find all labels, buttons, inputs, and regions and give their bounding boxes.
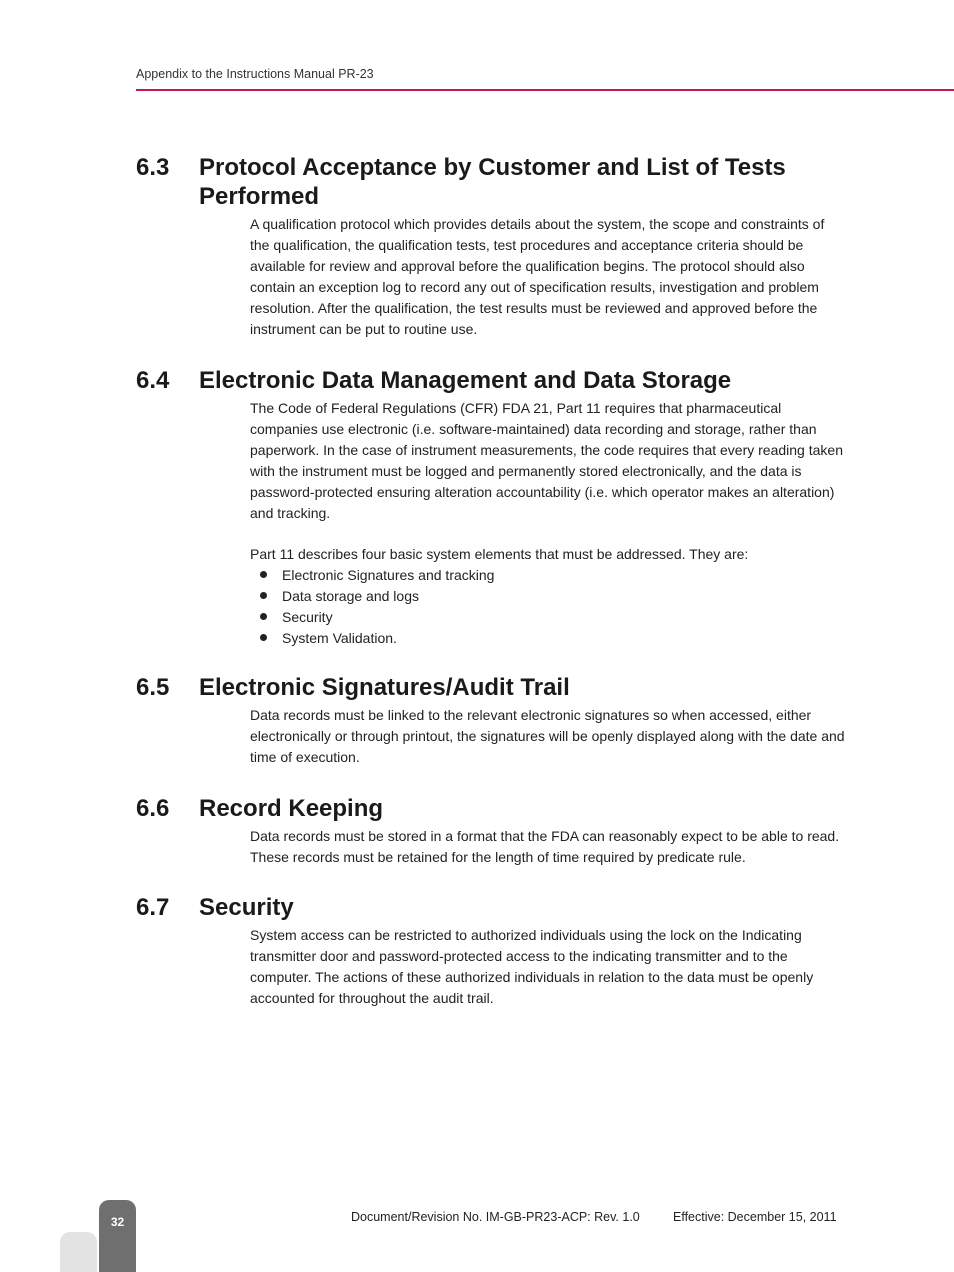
section-title: Electronic Signatures/Audit Trail bbox=[199, 674, 570, 701]
list-item: Security bbox=[250, 607, 846, 628]
section-heading bbox=[136, 794, 846, 823]
section-number: 6.6 bbox=[136, 795, 170, 822]
bullet-list bbox=[250, 565, 846, 649]
section-title: Protocol Acceptance by Customer and List of Tests Performed bbox=[199, 154, 786, 210]
section-body bbox=[250, 925, 846, 1009]
section-body bbox=[250, 705, 846, 768]
paragraph: Data records must be linked to the relevant electronic signatures so when accessed, either electronically or through printout, the signatures will be openly displayed along with the date and time of execution. bbox=[250, 707, 845, 765]
section-body bbox=[250, 826, 846, 868]
section-number: 6.4 bbox=[136, 367, 170, 394]
paragraph: Data records must be stored in a format that the FDA can reasonably expect to be able to read. These records must be retained for the length of time required by predicate rule. bbox=[250, 828, 840, 865]
section-number: 6.3 bbox=[136, 154, 170, 181]
paragraph: Part 11 describes four basic system elements that must be addressed. They are: bbox=[250, 546, 749, 563]
running-header: Appendix to the Instructions Manual PR-23 bbox=[136, 67, 374, 81]
section-6-6 bbox=[136, 794, 846, 868]
section-title: Record Keeping bbox=[199, 795, 384, 822]
section-heading bbox=[136, 366, 846, 395]
paragraph: A qualification protocol which provides details about the system, the scope and constraints of the qualification, the qualification tests, test procedures and acceptance criteria should be available for review and approval before the qualification begins. The protocol should also contain an exception log to record any out of specification results, investigation and problem resolution. After the qualification, the test results must be reviewed and approved before the instrument can be put to routine use. bbox=[250, 216, 825, 337]
section-title: Security bbox=[199, 894, 294, 921]
section-6-4 bbox=[136, 366, 846, 649]
paragraph: The Code of Federal Regulations (CFR) FDA 21, Part 11 requires that pharmaceutical companies use electronic (i.e. software-maintained) data recording and storage, rather than paperwork. In the case of instrument measurements, the code requires that every reading taken with the instrument must be logged and permanently stored electronically, and the data is password-protected ensuring alteration accountability (i.e. which operator makes an alteration) and tracking. bbox=[250, 400, 843, 521]
section-6-3 bbox=[136, 153, 846, 339]
effective-date: Effective: December 15, 2011 bbox=[673, 1210, 837, 1224]
section-title: Electronic Data Management and Data Storage bbox=[199, 367, 732, 394]
section-heading bbox=[136, 153, 846, 211]
header-rule bbox=[136, 89, 954, 91]
section-body bbox=[250, 398, 846, 649]
section-number: 6.5 bbox=[136, 674, 170, 701]
section-heading bbox=[136, 673, 846, 702]
list-item: Data storage and logs bbox=[250, 586, 846, 607]
footer-tab-decoration bbox=[60, 1232, 97, 1272]
section-6-5 bbox=[136, 673, 846, 768]
paragraph: System access can be restricted to authorized individuals using the lock on the Indicating transmitter door and password-protected access to the indicating transmitter and to the computer. The actions of these authorized individuals in relation to the data must be openly accounted for throughout the audit trail. bbox=[250, 927, 814, 1006]
page-number-tab bbox=[99, 1200, 136, 1272]
list-item: System Validation. bbox=[250, 628, 846, 649]
section-number: 6.7 bbox=[136, 894, 170, 921]
section-6-7 bbox=[136, 893, 846, 1009]
section-body bbox=[250, 214, 846, 339]
page-number: 32 bbox=[110, 1215, 125, 1229]
list-item: Electronic Signatures and tracking bbox=[250, 565, 846, 586]
section-heading bbox=[136, 893, 846, 922]
document-revision: Document/Revision No. IM-GB-PR23-ACP: Rev. 1.0 bbox=[351, 1210, 640, 1224]
